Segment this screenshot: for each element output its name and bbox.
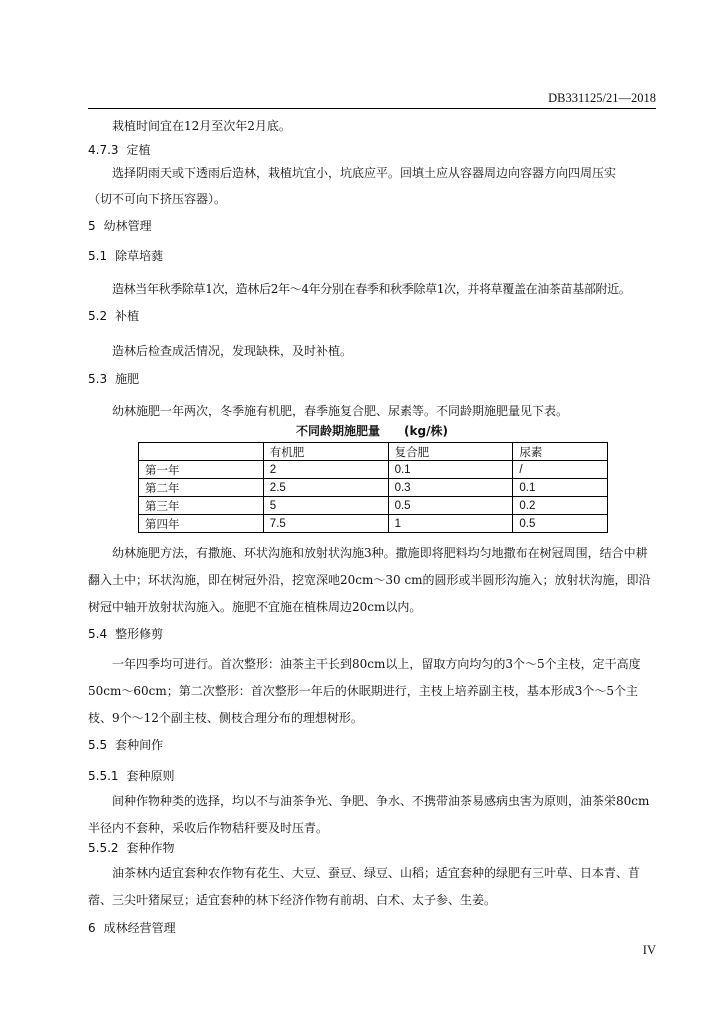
section-title: 成林经营管理 [103,921,176,935]
heading-4-7-3 [88,140,151,160]
heading-5-1 [88,246,163,266]
section-number: 5.5.1 [88,769,119,783]
table-cell: 1 [388,515,513,533]
table-header-cell: 有机肥 [263,443,388,461]
table-cell: 0.1 [513,479,608,497]
table-cell: 0.1 [388,461,513,479]
table-cell: 5 [263,497,388,515]
section-title: 补植 [115,309,140,323]
page-number: IV [642,943,656,957]
section-number: 4.7.3 [88,143,119,157]
table-row [139,479,608,497]
heading-5-4 [88,624,163,644]
header-rule [88,108,656,109]
paragraph-5-5-1: 间种作物种类的选择，均以不与油茶争光、争肥、争水、不携带油茶易感病虫害为原则，油茶栄80cm半径内不套种，采收后作物秸秆要及时压青。 [88,794,650,835]
heading-6 [88,918,176,938]
table-cell: 第二年 [139,479,264,497]
paragraph-5-2: 造林后检查成活情况，发现缺株，及时补植。 [112,344,353,358]
table-row [139,497,608,515]
section-title: 整形修剪 [115,627,164,641]
heading-5-5 [88,735,163,755]
table-cell: 0.5 [388,497,513,515]
table-cell: 0.3 [388,479,513,497]
paragraph-4-7-3-line2: （切不可向下挤压容器）。 [88,192,227,206]
section-number: 5 [88,219,96,233]
table-header-cell: 尿素 [513,443,608,461]
table-cell: 第三年 [139,497,264,515]
table-header-row [139,443,608,461]
paragraph-5-3-intro: 幼林施肥一年两次，冬季施有机肥，春季施复合肥、尿素等。不同龄期施肥量见下表。 [112,404,569,418]
paragraph-5-3-method: 幼林施肥方法，有撒施、环状沟施和放射状沟施3种。撒施即将肥料均匀地撒布在树冠周围，结合中耕翻入土中；环状沟施，即在树冠外沿，挖宽深吔20cm～30 cm的圆形或半圆形沟施入；放射状沟施，即沿树冠中轴开放射状沟施入。施肥不宜施在植株周边20cm以内。 [88,546,651,614]
section-title: 定植 [126,143,151,157]
section-number: 5.5 [88,738,108,752]
fertilizer-table [138,442,608,533]
planting-time-text: 栽植时间宜在12月至次年2月底。 [112,119,291,133]
section-number: 5.1 [88,249,108,263]
section-title: 套种作物 [126,841,175,855]
table-cell: 0.5 [513,515,608,533]
section-title: 施肥 [115,372,140,386]
paragraph-4-7-3-line1: 选择阴雨天或下透雨后造林，栽植坑宜小，坑底应平。回填土应从容器周边向容器方向四周压实 [112,166,617,180]
table-cell: 2.5 [263,479,388,497]
table-cell: 2 [263,461,388,479]
table-row [139,515,608,533]
table-cell: / [513,461,608,479]
table-cell: 0.2 [513,497,608,515]
paragraph-5-5-2: 油茶林内适宜套种农作物有花生、大豆、蚕豆、绿豆、山稻；适宜套种的绿肥有三叶草、日本青、苜蓿、三尖叶猪屎豆；适宜套种的林下经济作物有前胡、白术、太子参、生姜。 [88,866,641,907]
table-cell: 第一年 [139,461,264,479]
paragraph-5-4: 一年四季均可进行。首次整形：油茶主干长到80cm以上，留取方向均匀的3个～5个主枝，定干高度50cm～60cm；第二次整形：首次整形一年后的休眠期进行，主枝上培养副主枝，基本形成3个～5个主枝、9个～12个副主枝、侧枝合理分布的理想树形。 [88,657,641,725]
table-header-cell: 复合肥 [388,443,513,461]
heading-5-3 [88,369,139,389]
heading-5-2 [88,306,139,326]
section-number: 5.5.2 [88,841,119,855]
table-row [139,461,608,479]
heading-5 [88,216,152,236]
table-header-cell [139,443,264,461]
section-number: 5.3 [88,372,108,386]
section-number: 5.4 [88,627,108,641]
section-title: 套种原则 [126,769,175,783]
section-number: 5.2 [88,309,108,323]
document-code: DB331125/21—2018 [548,91,656,105]
heading-5-5-2 [88,838,175,858]
paragraph-5-1: 造林当年秋季除草1次，造林后2年～4年分别在春季和秋季除草1次，并将草覆盖在油茶苗基部附近。 [112,282,631,296]
table-cell: 第四年 [139,515,264,533]
heading-5-5-1 [88,766,175,786]
section-title: 除草培蕤 [115,249,164,263]
table-title: 不同龄期施肥量 (kg/株) [296,424,448,438]
table-cell: 7.5 [263,515,388,533]
section-number: 6 [88,921,96,935]
section-title: 幼林管理 [103,219,152,233]
section-title: 套种间作 [115,738,164,752]
